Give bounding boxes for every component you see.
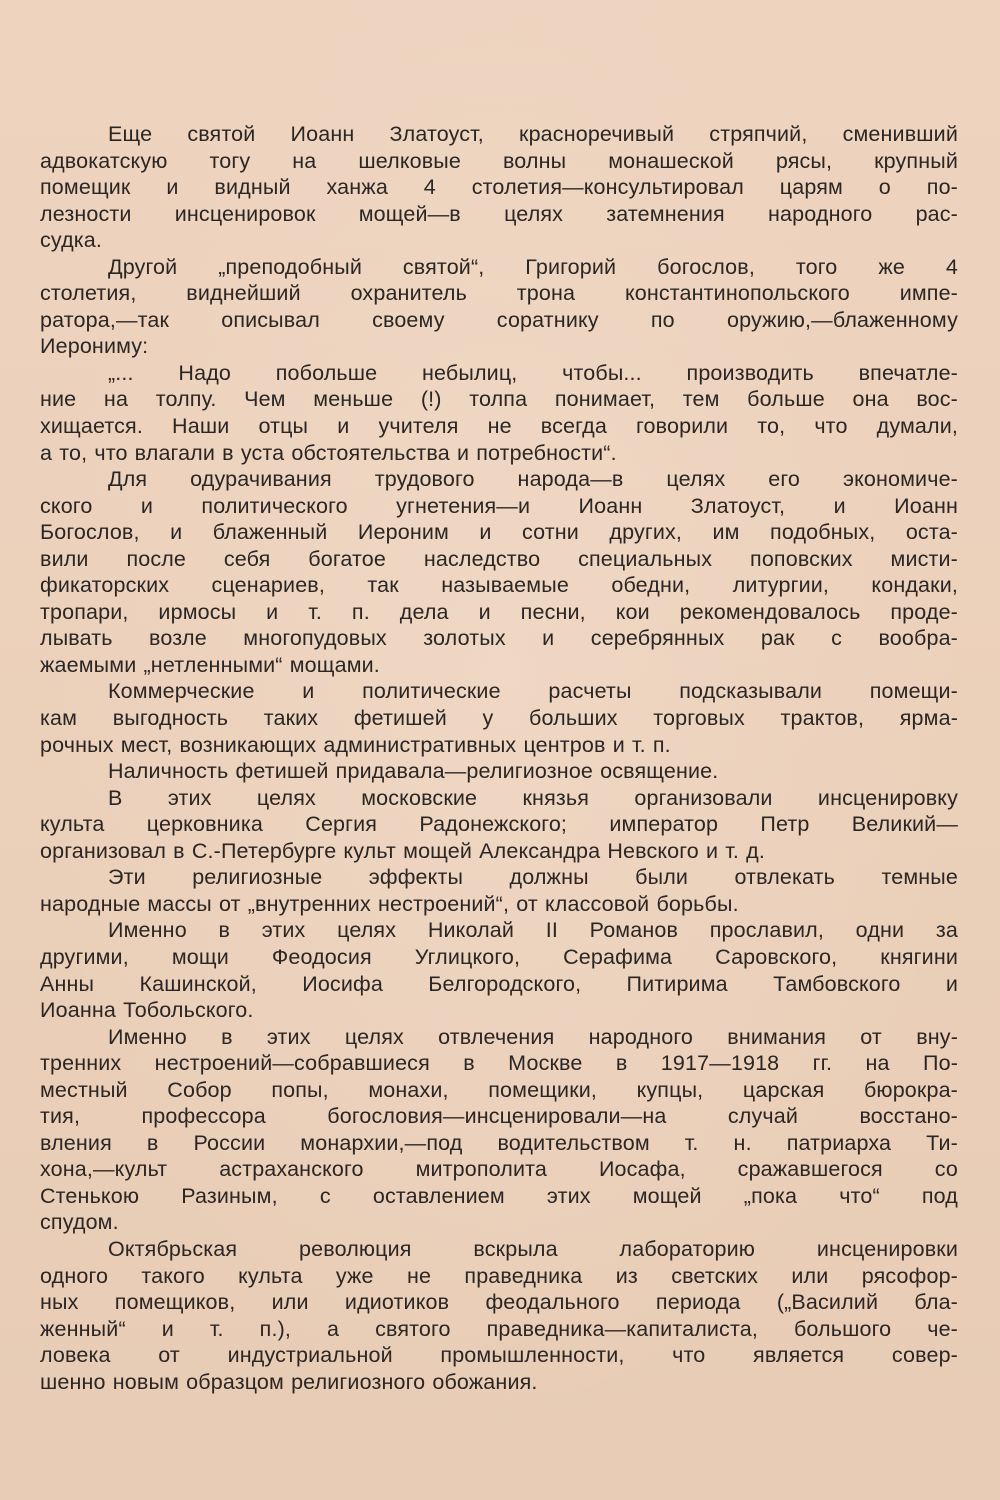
paragraph: [40, 785, 958, 865]
text-column: [40, 121, 958, 1395]
text-line: помещик и видный ханжа 4 столетия—консультировал царям о по-: [40, 175, 958, 200]
paragraph: [40, 121, 958, 254]
text-line: жаемыми „нетленными“ мощами.: [40, 652, 380, 677]
text-line: вили после себя богатое наследство специальных поповских мисти-: [40, 546, 958, 571]
text-line: спудом.: [40, 1210, 119, 1235]
paragraph: [40, 360, 958, 466]
text-line: Стенькою Разиным, с оставлением этих мощей „пока что“ под: [40, 1183, 958, 1208]
text-line: другими, мощи Феодосия Углицкого, Серафима Саровского, княгини: [40, 944, 958, 969]
text-line: Именно в этих целях отвлечения народного внимания от вну-: [108, 1024, 958, 1049]
text-line: Наличность фетишей придавала—религиозное освящение.: [108, 759, 719, 784]
paragraph: [40, 678, 958, 758]
text-line: кам выгодность таких фетишей у больших торговых трактов, ярма-: [40, 706, 958, 731]
text-line: народные массы от „внутренних нестроений“, от классовой борьбы.: [40, 891, 739, 916]
text-line: лывать возле многопудовых золотых и серебрянных рак с вообра-: [40, 626, 958, 651]
text-line: ратора,—так описывал своему соратнику по оружию,—блаженному: [40, 307, 958, 332]
text-line: В этих целях московские князья организовали инсценировку: [108, 785, 958, 810]
text-line: ловека от индустриальной промышленности, что является совер-: [40, 1343, 958, 1368]
text-line: Иерониму:: [40, 334, 149, 359]
text-line: Еще святой Иоанн Златоуст, красноречивый стряпчий, сменивший: [108, 122, 958, 146]
text-line: хищается. Наши отцы и учителя не всегда говорили то, что думали,: [40, 414, 958, 439]
text-line: вления в России монархии,—под водительством т. н. патриарха Ти-: [40, 1130, 958, 1155]
text-line: местный Собор попы, монахи, помещики, купцы, царская бюрокра-: [40, 1077, 958, 1102]
text-line: судка.: [40, 228, 103, 253]
text-line: ных помещиков, или идиотиков феодального периода („Василий бла-: [40, 1290, 958, 1315]
text-line: Эти религиозные эффекты должны были отвлекать темные: [108, 865, 958, 890]
text-line: лезности инсценировок мощей—в целях затемнения народного рас-: [40, 201, 958, 226]
text-line: одного такого культа уже не праведника из светских или рясофор-: [40, 1263, 958, 1288]
text-line: культа церковника Сергия Радонежского; император Петр Великий—: [40, 812, 958, 837]
text-line: „... Надо побольше небылиц, чтобы... производить впечатле-: [108, 360, 958, 385]
paragraph: [40, 254, 958, 360]
text-line: адвокатскую тогу на шелковые волны монашеской рясы, крупный: [40, 148, 958, 173]
text-line: шенно новым образцом религиозного обожания.: [40, 1369, 538, 1394]
text-line: Иоанна Тобольского.: [40, 998, 254, 1023]
text-line: рочных мест, возникающих административных центров и т. п.: [40, 732, 671, 757]
text-line: а то, что влагали в уста обстоятельства и потребности“.: [40, 440, 617, 465]
text-line: организовал в С.-Петербурге культ мощей Александра Невского и т. д.: [40, 838, 765, 863]
paragraph: [40, 1236, 958, 1395]
text-line: тропари, ирмосы и т. п. дела и песни, кои рекомендовалось проде-: [40, 599, 958, 624]
text-line: Другой „преподобный святой“, Григорий богослов, того же 4: [108, 254, 958, 279]
text-line: ского и политического угнетения—и Иоанн Златоуст, и Иоанн: [40, 493, 958, 518]
text-line: фикаторских сценариев, так называемые обедни, литургии, кондаки,: [40, 573, 958, 598]
text-line: Октябрьская революция вскрыла лабораторию инсценировки: [108, 1236, 958, 1261]
text-line: хона,—культ астраханского митрополита Иосафа, сражавшегося со: [40, 1157, 958, 1182]
paragraph: [40, 1024, 958, 1236]
text-line: женный“ и т. п.), а святого праведника—капиталиста, большого че-: [40, 1316, 958, 1341]
text-line: столетия, виднейший охранитель трона константинопольского импе-: [40, 281, 958, 306]
paragraph: [40, 917, 958, 1023]
text-line: тренних нестроений—собравшиеся в Москве в 1917—1918 гг. на По-: [40, 1051, 958, 1076]
text-line: Для одурачивания трудового народа—в целях его экономиче-: [108, 467, 958, 492]
paragraph: [40, 758, 958, 785]
paragraph: [40, 466, 958, 678]
text-line: ние на толпу. Чем меньше (!) толпа понимает, тем больше она вос-: [40, 387, 958, 412]
text-line: тия, профессора богословия—инсценировали—на случай восстано-: [40, 1104, 958, 1129]
text-line: Анны Кашинской, Иосифа Белгородского, Питирима Тамбовского и: [40, 971, 958, 996]
paragraph: [40, 864, 958, 917]
text-line: Именно в этих целях Николай II Романов прославил, одни за: [108, 918, 958, 943]
text-line: Коммерческие и политические расчеты подсказывали помещи-: [108, 679, 958, 704]
text-line: Богослов, и блаженный Иероним и сотни других, им подобных, оста-: [40, 520, 958, 545]
